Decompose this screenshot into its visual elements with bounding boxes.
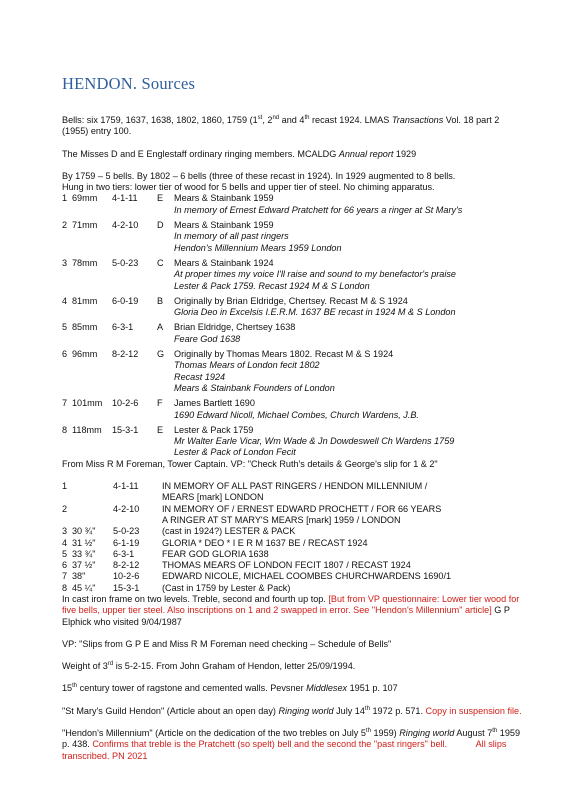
inscription-row bbox=[62, 549, 451, 560]
intro-bells-paragraph: Bells: six 1759, 1637, 1638, 1802, 1860, 1759 (1st, 2nd and 4th recast 1924. LMAS Transactions Vol. 18 part 2 (1955) entry 100. bbox=[62, 114, 500, 137]
empty-cell bbox=[72, 383, 112, 394]
inscription-text: (Cast in 1759 by Lester & Pack) bbox=[162, 582, 291, 593]
bell-note: C bbox=[157, 257, 164, 268]
bell-row bbox=[62, 410, 462, 421]
frame-note-annotation: [But from VP questionnaire: Lower tier wood for five bells, upper tier steel. Also inscriptions on 1 and 2 swapped in error. See "Hendon's Millennium" article] bbox=[62, 593, 520, 616]
empty-cell bbox=[112, 231, 157, 242]
empty-cell bbox=[112, 334, 157, 345]
bell-detail: Lester & Pack 1759. Recast 1924 M & S London bbox=[174, 280, 370, 291]
bell-weight: 5-0-23 bbox=[112, 257, 139, 268]
page-title: HENDON. Sources bbox=[62, 74, 196, 93]
inscription-size bbox=[72, 504, 113, 515]
bell-diameter: 69mm bbox=[72, 193, 98, 204]
inscription-row bbox=[62, 504, 451, 515]
inscription-weight: 4-2-10 bbox=[113, 503, 140, 514]
inscription-weight: 5-0-23 bbox=[113, 526, 140, 537]
bell-row bbox=[62, 436, 462, 447]
bell-weight: 4-1-11 bbox=[112, 193, 138, 204]
inscription-size: 30 ¾" bbox=[72, 526, 96, 537]
bell-number: 1 bbox=[62, 193, 68, 204]
bell-diameter: 85mm bbox=[72, 322, 98, 333]
bell-detail: Brian Eldridge, Chertsey 1638 bbox=[174, 322, 296, 333]
empty-cell bbox=[157, 231, 174, 242]
bell-row bbox=[62, 447, 462, 458]
bell-row bbox=[62, 360, 462, 371]
empty-cell bbox=[157, 281, 174, 292]
inscription-row bbox=[62, 481, 451, 492]
bell-row bbox=[62, 281, 462, 292]
empty-cell bbox=[112, 436, 157, 447]
bell-detail: Lester & Pack 1759 bbox=[174, 424, 254, 435]
tower-note: 15th century tower of ragstone and cemented walls. Pevsner Middlesex 1951 p. 107 bbox=[62, 683, 398, 694]
bell-number: 4 bbox=[62, 295, 68, 306]
bell-detail: In memory of Ernest Edward Pratchett for 66 years a ringer at St Mary's bbox=[174, 204, 463, 215]
bell-row bbox=[62, 269, 462, 280]
inscription-weight: 6-3-1 bbox=[113, 548, 135, 559]
inscription-size bbox=[72, 481, 113, 492]
bell-detail: Hendon's Millennium Mears 1959 London bbox=[174, 242, 342, 253]
empty-cell bbox=[112, 383, 157, 394]
bell-detail: Recast 1924 bbox=[174, 371, 226, 382]
inscription-weight: 15-3-1 bbox=[113, 582, 140, 593]
empty-cell bbox=[62, 383, 72, 394]
inscription-row bbox=[62, 583, 451, 594]
bell-diameter: 71mm bbox=[72, 220, 98, 231]
empty-cell bbox=[72, 243, 112, 254]
inscription-text: GLORIA * DEO * I E R M 1637 BE / RECAST 1924 bbox=[162, 537, 368, 548]
empty-cell bbox=[112, 410, 157, 421]
inscription-size: 37 ½" bbox=[72, 560, 96, 571]
guild-annotation: Copy in suspension file. bbox=[425, 705, 522, 716]
inscription-size: 45 ¼" bbox=[72, 582, 96, 593]
bell-row bbox=[62, 193, 462, 204]
bell-detail: Originally by Thomas Mears 1802. Recast M & S 1924 bbox=[174, 349, 394, 360]
bell-note: E bbox=[157, 424, 164, 435]
inscription-weight: 6-1-19 bbox=[113, 537, 140, 548]
bell-weight: 8-2-12 bbox=[112, 349, 139, 360]
bells-table bbox=[62, 193, 462, 458]
empty-cell bbox=[157, 372, 174, 383]
bell-number: 2 bbox=[62, 220, 68, 231]
empty-cell bbox=[112, 205, 157, 216]
bell-detail: Thomas Mears of London fecit 1802 bbox=[174, 360, 320, 371]
bell-number: 7 bbox=[62, 398, 68, 409]
bell-note: D bbox=[157, 220, 164, 231]
empty-cell bbox=[72, 436, 112, 447]
inscription-size: 33 ¾" bbox=[72, 548, 96, 559]
inscription-weight: 10-2-6 bbox=[113, 571, 140, 582]
empty-cell bbox=[62, 372, 72, 383]
bell-detail: James Bartlett 1690 bbox=[174, 398, 255, 409]
empty-cell bbox=[113, 515, 162, 526]
bell-row bbox=[62, 307, 462, 318]
bell-row bbox=[62, 220, 462, 231]
bell-detail: Mears & Stainbank 1959 bbox=[174, 193, 274, 204]
empty-cell bbox=[157, 447, 174, 458]
bell-detail: Originally by Brian Eldridge, Chertsey. Recast M & S 1924 bbox=[174, 295, 408, 306]
inscription-number: 6 bbox=[62, 560, 68, 571]
bell-diameter: 78mm bbox=[72, 257, 98, 268]
inscription-text: IN MEMORY OF ALL PAST RINGERS / HENDON MILLENNIUM / bbox=[162, 481, 428, 492]
empty-cell bbox=[72, 334, 112, 345]
empty-cell bbox=[72, 372, 112, 383]
bell-diameter: 81mm bbox=[72, 295, 98, 306]
bell-number: 6 bbox=[62, 349, 68, 360]
document-page bbox=[62, 74, 522, 762]
empty-cell bbox=[112, 447, 157, 458]
bell-weight: 10-2-6 bbox=[112, 398, 139, 409]
bell-diameter: 118mm bbox=[72, 424, 102, 435]
bell-diameter: 96mm bbox=[72, 349, 98, 360]
bell-row bbox=[62, 231, 462, 242]
bell-note: F bbox=[157, 398, 163, 409]
inscription-text: A RINGER AT ST MARY'S MEARS [mark] 1959 / LONDON bbox=[162, 514, 401, 525]
bell-weight: 6-0-19 bbox=[112, 295, 139, 306]
empty-cell bbox=[112, 281, 157, 292]
bell-row bbox=[62, 205, 462, 216]
empty-cell bbox=[62, 231, 72, 242]
bell-row bbox=[62, 398, 462, 409]
empty-cell bbox=[157, 334, 174, 345]
bell-note: A bbox=[157, 322, 164, 333]
bell-note: E bbox=[157, 193, 164, 204]
bell-number: 8 bbox=[62, 424, 68, 435]
bell-note: G bbox=[157, 349, 165, 360]
inscription-weight: 4-1-11 bbox=[113, 481, 139, 492]
inscription-size: 31 ½" bbox=[72, 537, 96, 548]
inscription-text: IN MEMORY OF / ERNEST EDWARD PROCHETT / FOR 66 YEARS bbox=[162, 503, 442, 514]
bell-row bbox=[62, 372, 462, 383]
empty-cell bbox=[72, 231, 112, 242]
empty-cell bbox=[72, 447, 112, 458]
inscription-row bbox=[62, 515, 451, 526]
empty-cell bbox=[157, 360, 174, 371]
bell-detail: Mears & Stainbank Founders of London bbox=[174, 382, 335, 393]
bell-row bbox=[62, 425, 462, 436]
bell-number: 5 bbox=[62, 322, 68, 333]
bell-row bbox=[62, 322, 462, 333]
inscription-number: 2 bbox=[62, 503, 68, 514]
bell-diameter: 101mm bbox=[72, 398, 103, 409]
empty-cell bbox=[62, 281, 72, 292]
empty-cell bbox=[62, 269, 72, 280]
inscription-weight: 8-2-12 bbox=[113, 560, 140, 571]
bell-detail: Lester & Pack of London Fecit bbox=[174, 447, 296, 458]
millennium-article-note: "Hendon's Millennium" (Article on the dedication of the two trebles on July 5th 1959) Ringing world August 7th 1959 p. 438. Confirms that treble is the Pratchett (so spelt) bell and the second the "past ringers" bell. All slips transcribed. PN 2021 bbox=[62, 728, 521, 761]
empty-cell bbox=[62, 436, 72, 447]
inscription-text: MEARS [mark] LONDON bbox=[162, 492, 264, 503]
empty-cell bbox=[157, 307, 174, 318]
inscription-text: THOMAS MEARS OF LONDON FECIT 1807 / RECAST 1924 bbox=[162, 560, 411, 571]
empty-cell bbox=[157, 243, 174, 254]
intro-history-line-1: By 1759 – 5 bells. By 1802 – 6 bells (three of these recast in 1924). In 1929 augmented to 8 bells. bbox=[62, 170, 456, 181]
empty-cell bbox=[62, 515, 72, 526]
foreman-note: From Miss R M Foreman, Tower Captain. VP: "Check Ruth's details & George's slip for 1 & 2" bbox=[62, 458, 438, 469]
bell-row bbox=[62, 349, 462, 360]
intro-history-line-2: Hung in two tiers: lower tier of wood for 5 bells and upper tier of steel. No chiming apparatus. bbox=[62, 182, 435, 193]
empty-cell bbox=[157, 383, 174, 394]
bell-row bbox=[62, 296, 462, 307]
weight-note: Weight of 3rd is 5-2-15. From John Graham of Hendon, letter 25/09/1994. bbox=[62, 661, 356, 672]
millennium-annotation: Confirms that treble is the Pratchett (so spelt) bell and the second the "past ringers" bell. bbox=[92, 739, 448, 750]
empty-cell bbox=[72, 269, 112, 280]
empty-cell bbox=[62, 334, 72, 345]
bell-detail: 1690 Edward Nicoll, Michael Combes, Church Wardens, J.B. bbox=[174, 409, 419, 420]
empty-cell bbox=[112, 307, 157, 318]
inscriptions-table bbox=[62, 481, 451, 594]
empty-cell bbox=[72, 307, 112, 318]
empty-cell bbox=[72, 515, 113, 526]
inscription-number: 8 bbox=[62, 582, 68, 593]
inscription-text: EDWARD NICOLE, MICHAEL COOMBES CHURCHWARDENS 1690/1 bbox=[162, 571, 452, 582]
empty-cell bbox=[62, 410, 72, 421]
inscription-row bbox=[62, 492, 451, 503]
bell-detail: In memory of all past ringers bbox=[174, 231, 289, 242]
empty-cell bbox=[113, 492, 162, 503]
bell-detail: Mr Walter Earle Vicar, Wm Wade & Jn Dowdeswell Ch Wardens 1759 bbox=[174, 436, 455, 447]
bell-detail: Feare God 1638 bbox=[174, 333, 241, 344]
inscription-row bbox=[62, 560, 451, 571]
empty-cell bbox=[157, 436, 174, 447]
bell-weight: 6-3-1 bbox=[112, 322, 134, 333]
empty-cell bbox=[157, 410, 174, 421]
empty-cell bbox=[62, 360, 72, 371]
bell-note: B bbox=[157, 295, 164, 306]
empty-cell bbox=[62, 492, 72, 503]
inscription-row bbox=[62, 538, 451, 549]
empty-cell bbox=[112, 360, 157, 371]
empty-cell bbox=[72, 205, 112, 216]
bell-row bbox=[62, 258, 462, 269]
transcription-note: All slips transcribed. PN 2021 bbox=[62, 739, 507, 761]
inscription-number: 5 bbox=[62, 548, 68, 559]
intro-members-paragraph: The Misses D and E Englestaff ordinary ringing members. MCALDG Annual report 1929 bbox=[62, 148, 417, 159]
empty-cell bbox=[62, 243, 72, 254]
inscription-number: 3 bbox=[62, 526, 68, 537]
inscription-number: 1 bbox=[62, 481, 68, 492]
empty-cell bbox=[157, 205, 174, 216]
inscription-number: 7 bbox=[62, 571, 68, 582]
empty-cell bbox=[72, 410, 112, 421]
bell-row bbox=[62, 243, 462, 254]
guild-article-note: "St Mary's Guild Hendon" (Article about an open day) Ringing world July 14th 1972 p. 571. Copy in suspension file. bbox=[62, 705, 522, 716]
inscription-text: (cast in 1924?) LESTER & PACK bbox=[162, 526, 296, 537]
vp-slips-note: VP: "Slips from G P E and Miss R M Foreman need checking – Schedule of Bells" bbox=[62, 638, 392, 649]
empty-cell bbox=[72, 360, 112, 371]
bell-detail: Gloria Deo in Excelsis I.E.R.M. 1637 BE recast in 1924 M & S London bbox=[174, 307, 456, 318]
empty-cell bbox=[157, 269, 174, 280]
bell-row bbox=[62, 383, 462, 394]
empty-cell bbox=[112, 372, 157, 383]
inscription-text: FEAR GOD GLORIA 1638 bbox=[162, 548, 269, 559]
inscription-row bbox=[62, 571, 451, 582]
empty-cell bbox=[62, 447, 72, 458]
empty-cell bbox=[112, 243, 157, 254]
bell-detail: At proper times my voice I'll raise and sound to my benefactor's praise bbox=[174, 269, 456, 280]
inscription-size: 38" bbox=[72, 571, 86, 582]
empty-cell bbox=[62, 205, 72, 216]
inscription-number: 4 bbox=[62, 537, 68, 548]
bell-weight: 15-3-1 bbox=[112, 424, 139, 435]
bell-detail: Mears & Stainbank 1924 bbox=[174, 257, 274, 268]
empty-cell bbox=[62, 307, 72, 318]
empty-cell bbox=[112, 269, 157, 280]
bell-row bbox=[62, 334, 462, 345]
bell-number: 3 bbox=[62, 257, 68, 268]
empty-cell bbox=[72, 492, 113, 503]
bell-detail: Mears & Stainbank 1959 bbox=[174, 220, 274, 231]
frame-note: In cast iron frame on two levels. Treble, second and fourth up top. [But from VP questionnaire: Lower tier wood for five bells, upper tier steel. Also inscriptions on 1 and 2 swapped in error. See "Hendon's Millennium" article] G P Elphick who visited 9/04/1987 bbox=[62, 593, 520, 627]
bell-weight: 4-2-10 bbox=[112, 220, 139, 231]
empty-cell bbox=[72, 281, 112, 292]
inscription-row bbox=[62, 526, 451, 537]
